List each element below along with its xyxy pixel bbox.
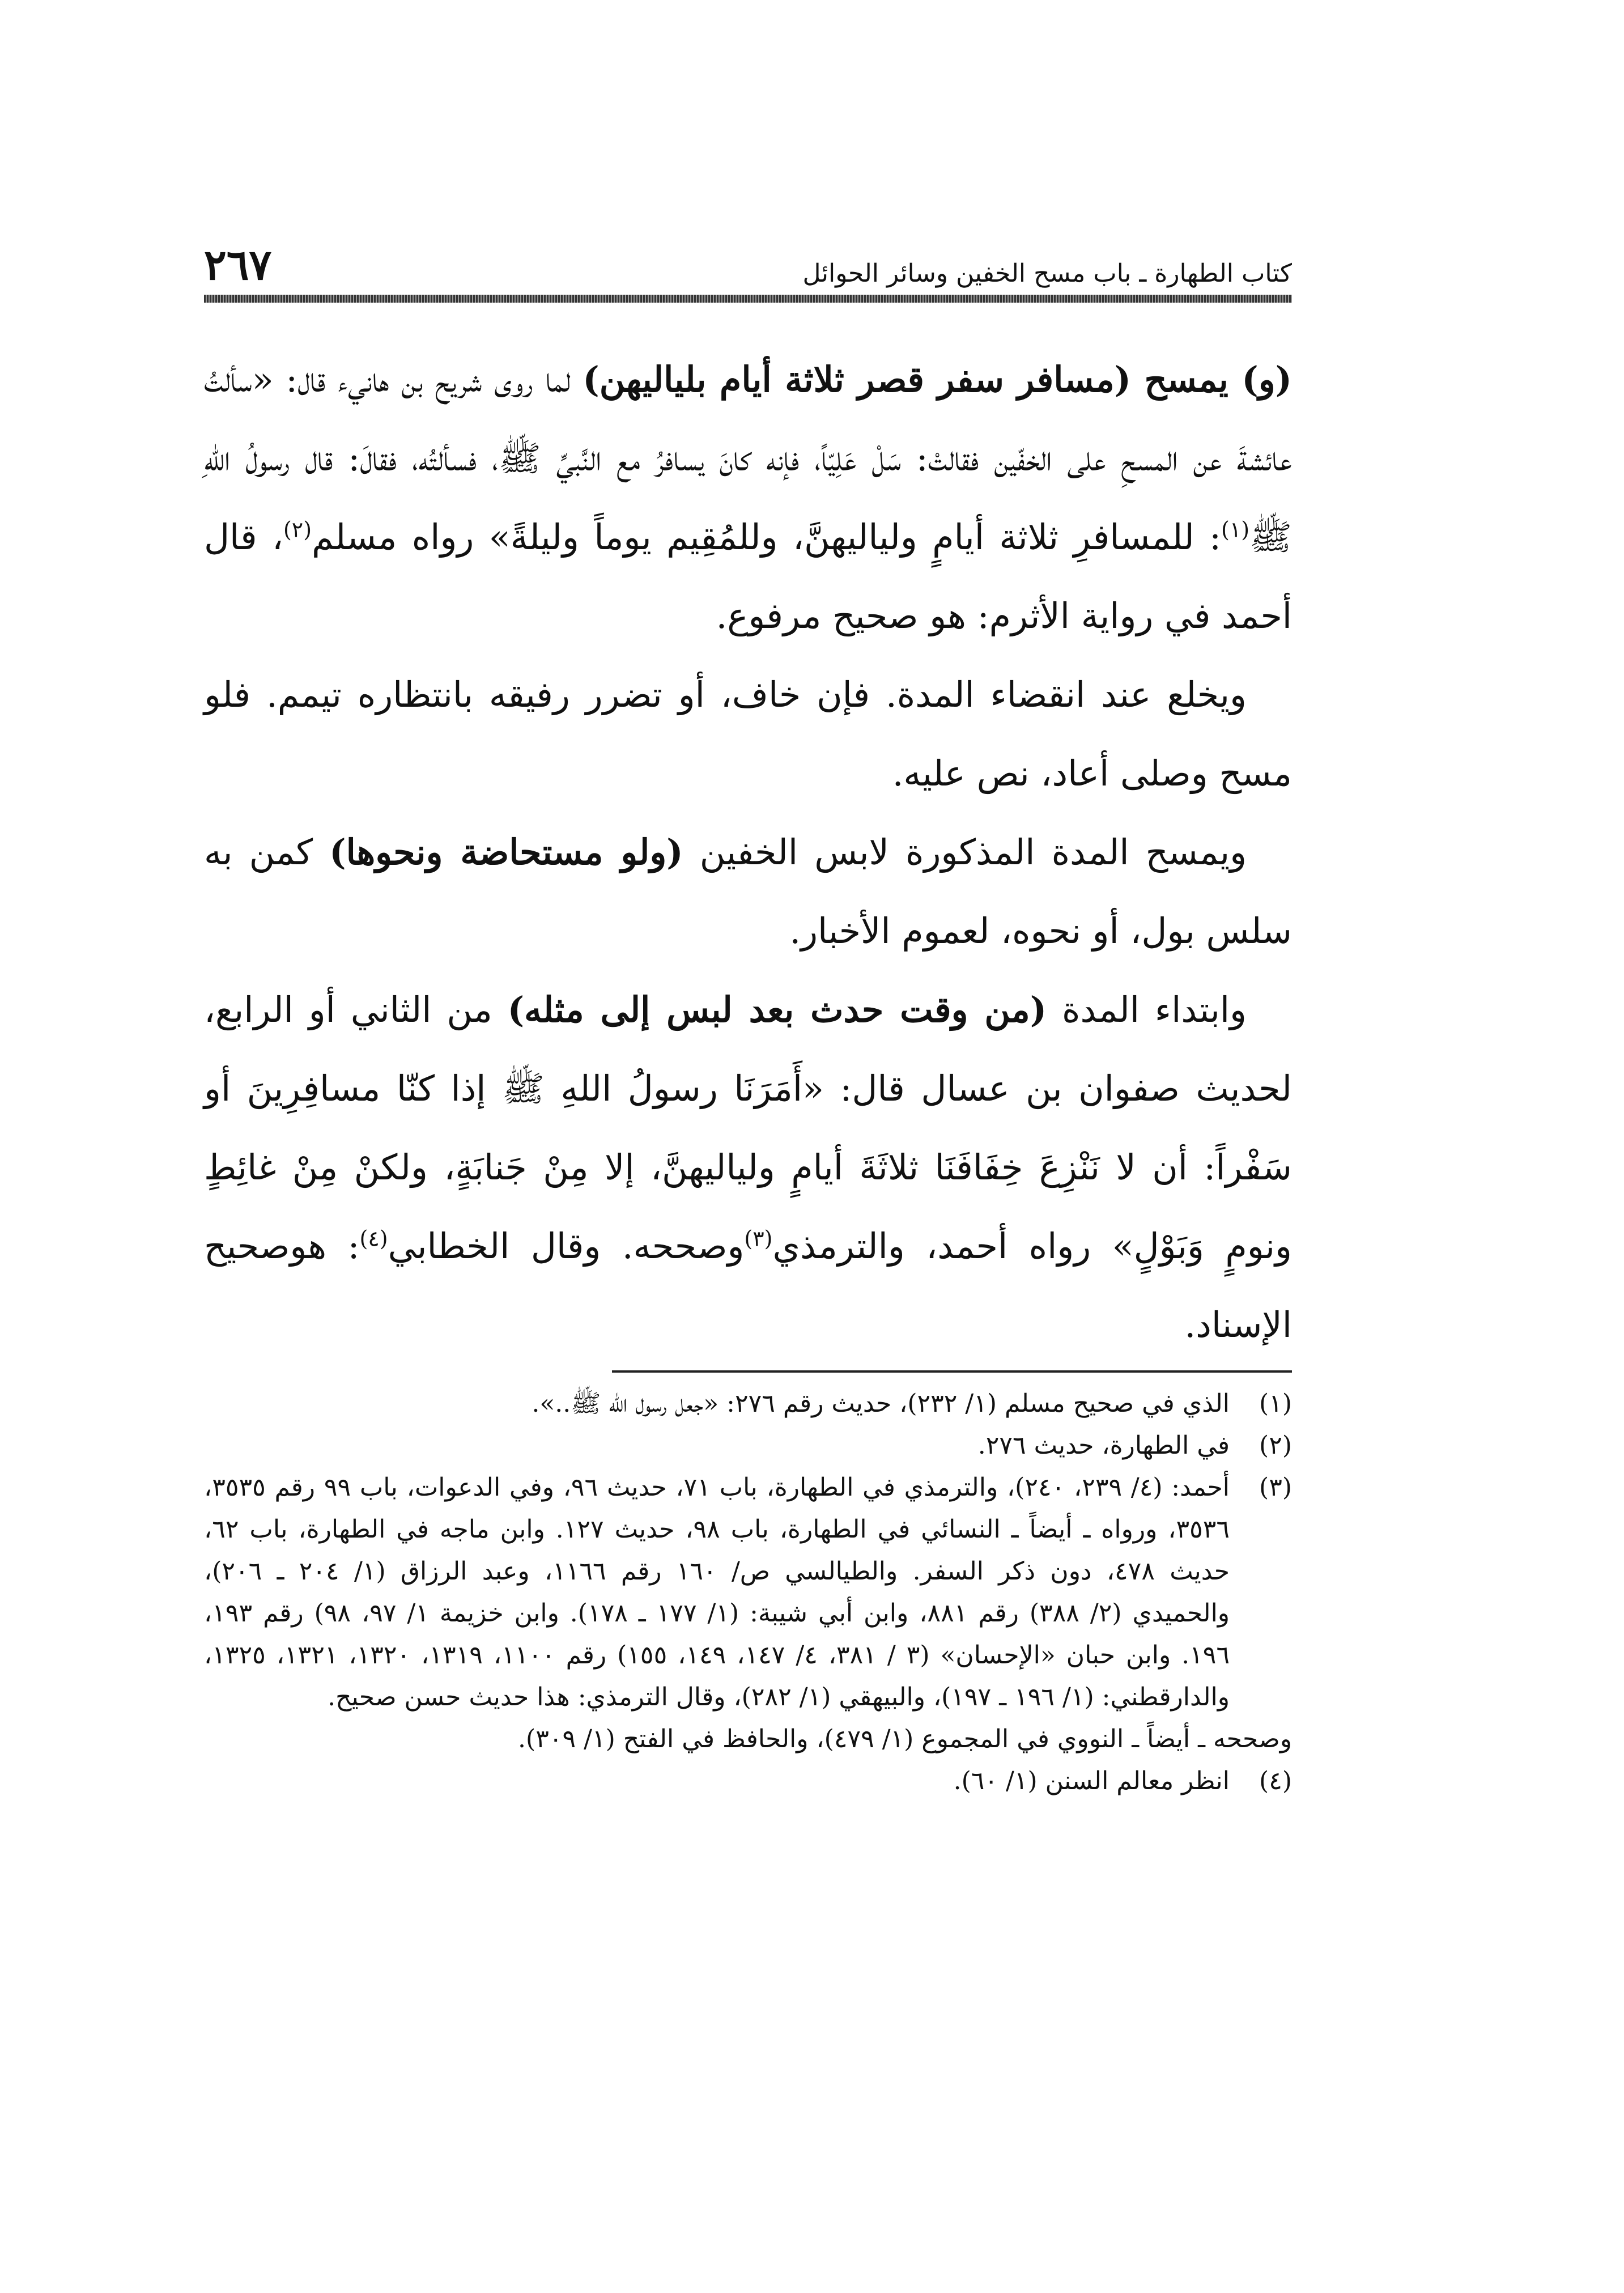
footnote-ref-4: (٤) bbox=[359, 1226, 388, 1251]
footnote-text: الذي في صحيح مسلم (١/ ٢٣٢)، حديث رقم ٢٧٦: «جعل رسول الله ﷺ..». bbox=[532, 1389, 1230, 1418]
footnote-4 bbox=[204, 1760, 1292, 1802]
footnote-text: وصححه ـ أيضاً ـ النووي في المجموع (١/ ٤٧٩)، والحافظ في الفتح (١/ ٣٠٩). bbox=[518, 1725, 1292, 1753]
paragraph-text: : للمسافرِ ثلاثة أيامٍ ولياليهنَّ، وللمُقِيم يوماً وليلةً» رواه مسلم bbox=[312, 516, 1222, 558]
paragraph-4 bbox=[204, 970, 1292, 1364]
bold-matn: (ولو مستحاضة ونحوها) bbox=[329, 831, 683, 873]
footnote-ref-1: (١) bbox=[1221, 517, 1250, 542]
footnote-text: انظر معالم السنن (١/ ٦٠). bbox=[953, 1767, 1230, 1795]
paragraph-text: كمن به سلس بول، أو نحوه، لعموم الأخبار. bbox=[204, 831, 1292, 952]
paragraph-text: وصححه. وقال الخطابي bbox=[388, 1225, 745, 1267]
footnote-1 bbox=[204, 1383, 1292, 1425]
footnote-text: أحمد: (٤/ ٢٣٩، ٢٤٠)، والترمذي في الطهارة، باب ٧١، حديث ٩٦، وفي الدعوات، باب ٩٩ رقم ٣٥٣٥، ٣٥٣٦، ورواه ـ أيضاً ـ النسائي في الطهارة، باب ٩٨، حديث ١٢٧. وابن ماجه في الطهارة، باب ٦٢، حديث ٤٧٨، دون ذكر السفر. والطيالسي ص/ ١٦٠ رقم ١١٦٦، وعبد الرزاق (١/ ٢٠٤ ـ ٢٠٦)، والحميدي (٢/ ٣٨٨) رقم ٨٨١، وابن أبي شيبة: (١/ ١٧٧ ـ ١٧٨). وابن خزيمة ١/ ٩٧، ٩٨) رقم ١٩٣، ١٩٦. وابن حبان «الإحسان» (٣ / ٣٨١، ٤/ ١٤٧، ١٤٩، ١٥٥) رقم ١١٠٠، ١٣١٩، ١٣٢٠، ١٣٢١، ١٣٢٥، والدارقطني: (١/ ١٩٦ ـ ١٩٧)، والبيهقي (١/ ٢٨٢)، وقال الترمذي: هذا حديث حسن صحيح. bbox=[204, 1473, 1230, 1712]
bold-matn: (من وقت حدث بعد لبس إلى مثله) bbox=[507, 989, 1047, 1030]
paragraph-text: وابتداء المدة bbox=[1047, 989, 1247, 1030]
main-text bbox=[204, 340, 1292, 1364]
page-number: ٢٦٧ bbox=[204, 241, 272, 290]
footnote-rule bbox=[612, 1370, 1292, 1373]
footnote-ref-3: (٣) bbox=[744, 1226, 773, 1251]
paragraph-2: ويخلع عند انقضاء المدة. فإن خاف، أو تضرر رفيقه بانتظاره تيمم. فلو مسح وصلى أعاد، نص عليه. bbox=[204, 674, 1292, 794]
bold-open: (و) bbox=[1228, 359, 1292, 400]
paragraph-text: ويمسح المدة المذكورة لابس الخفين bbox=[683, 831, 1247, 873]
footnote-text: في الطهارة، حديث ٢٧٦. bbox=[977, 1431, 1230, 1460]
footnote-3 bbox=[204, 1467, 1292, 1718]
footnote-number: (٣) bbox=[1259, 1473, 1292, 1502]
paragraph-1 bbox=[204, 340, 1292, 655]
footnote-3-continued bbox=[204, 1718, 1292, 1760]
running-title: كتاب الطهارة ـ باب مسح الخفين وسائر الحوائل bbox=[802, 259, 1292, 288]
paragraph-text: ، قال أحمد في رواية الأثرم: هو صحيح مرفوع. bbox=[204, 516, 1292, 636]
footnotes bbox=[204, 1383, 1292, 1802]
bold-matn: يمسح (مسافر سفر قصر ثلاثة أيام بلياليهن) bbox=[583, 359, 1228, 400]
footnote-number: (٢) bbox=[1259, 1431, 1292, 1460]
paragraph-text: : هوصحيح الإسناد. bbox=[204, 1225, 1292, 1345]
page-header bbox=[204, 235, 1292, 290]
paragraph-text: لما روى شريح بن هانيء قال: «سألتُ عائشةَ عن المسحِ على الخفّين فقالتْ: سَلْ عَلِيّاً، فإنه كانَ يسافرُ مع النَّبيِّ ﷺ، فسألتُه، فقالَ: قال رسولُ اللهِ ﷺ bbox=[204, 359, 1292, 558]
footnote-number: (٤) bbox=[1259, 1767, 1292, 1795]
footnote-ref-2: (٢) bbox=[283, 517, 312, 542]
header-rule bbox=[204, 295, 1292, 303]
footnote-2 bbox=[204, 1425, 1292, 1467]
paragraph-text: من الثاني أو الرابع، لحديث صفوان بن عسال قال: «أَمَرَنَا رسولُ اللهِ ﷺ إذا كنّا مسافِرِينَ أو سَفْراً: أن لا نَنْزِعَ خِفَافَنَا ثلاثَةَ أيامٍ ولياليهنَّ، إلا مِنْ جَنابَةٍ، ولكنْ مِنْ غائِطٍ ونومٍ وَبَوْلٍ» رواه أحمد، والترمذي bbox=[204, 989, 1292, 1267]
footnote-number: (١) bbox=[1259, 1389, 1292, 1418]
paragraph-3 bbox=[204, 813, 1292, 970]
